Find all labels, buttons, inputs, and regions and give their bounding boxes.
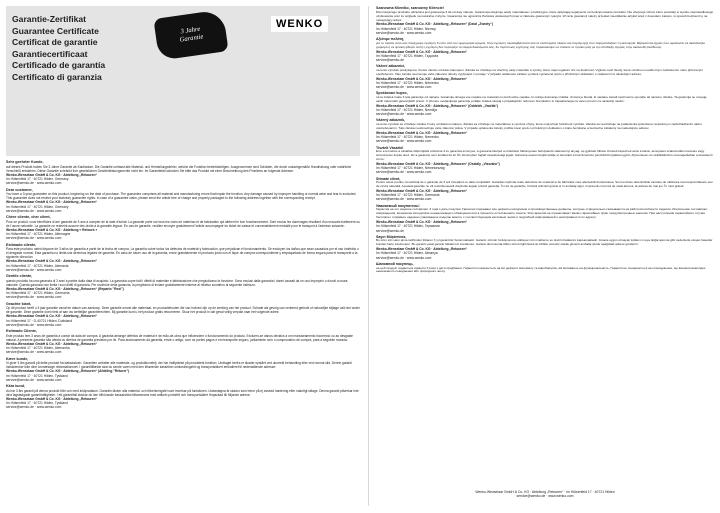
section-body: Vi giver 3 års garanti på dette produkt fra købsdatoen. Garantien omfatter alle materiale- og produktionsfejl, der har indflydelse på produktets funktion. Undtaget herfra er skader opstået ved ukorrekt behandling eller ved normal slid. Denne garanti indskrænker ikke dine lovmæssige reklamationsret. I garantitilfælde skal du sende varen med den tilhørende kassebon omkostningsfrit og transportsikkert emballeret til nedenstående adresse: <box>6 361 352 370</box>
address-company: Wenko-Wenselaar GmbH & Co. KG · Abteilung „Retouren“ <box>376 247 468 252</box>
address-line: service@wenko.de · www.wenko.com <box>6 236 62 241</box>
badge-line-1: 3 Jahre <box>180 25 201 36</box>
section-body: Pentru acest produs, beneficiați de o garanție de 3 ani începând cu data cumpărării. Garanția cuprinde toate defectele de material și de fabricație care afectează funcționarea. Sunt excluse deteriorările cauzate de utilizarea necorespunzătoare sau de uzura naturală. Această garanție nu vă restricționează drepturile legale privind garanția. În caz de garanție, trimiteți articolul gratuit și în ambalaj sigur, împreună cu bonul de casă aferent, la adresa de mai jos. În mod gratuit: <box>376 180 713 189</box>
badge-text <box>178 25 204 44</box>
section-greeting: Szanowna Klientko, szanowny Kliencie! <box>376 6 444 10</box>
address-company: Wenko-Wenselaar GmbH & Co. KG · Abteilung „Retouren“ <box>376 49 468 54</box>
section-body: You have a 3-year guarantee on this product, beginning on the date of purchase. The guarantee comprises all material and manufacturing errors that impair the function. Any damage caused by improper handling or normal wear and tear is excluded. This guarantee does not restrict your statutory guarantee rights. In case of a guarantee claim, please send the article free of charge and properly packaged to the following address together with the corresponding receipt. <box>6 192 357 201</box>
certificate-header <box>6 6 360 156</box>
address-line: service@wenko.de · www.wenko.com <box>6 350 62 355</box>
address-company: Wenko-Wenselaar GmbH & Co. KG · Abteilung „Retouren“ <box>376 76 468 81</box>
section-greeting: Dear customer, <box>6 187 33 192</box>
guarantee-section <box>376 37 714 62</box>
section-body: auf dieses Produkt haben Sie 3 Jahre Garantie ab Kaufdatum. Die Garantie umfasst alle Material- und Herstellungsfehler, welche die Funktion beeinträchtigen. Ausgenommen sind Schäden, die durch unsachgemäße Handhabung oder natürliche Verschleiß entstehen. Diese Garantie schränkt Ihre gesetzlichen Gewährleistungsrechte nicht ein. Im Garantiefall schicken Sie bitte das Produkt mit einer Beschreibung des Problems an folgende Adresse: <box>6 164 352 173</box>
address-line: Im Hülsenfeld 17 · 40721 Hilden, Γερμανία <box>376 53 439 58</box>
section-greeting: Estimado Cliente, <box>6 329 37 334</box>
return-address <box>6 314 360 327</box>
section-greeting: Vážený zákazník, <box>376 118 406 123</box>
section-body: na tento výrobok sa vzťahuje záruka 3 roky od dátumu nákupu. Záruka sa vzťahuje na materiálové a výrobné chyby, ktoré ovplyvňujú funkčnosť výrobku. Záruka sa nevzťahuje na poškodenia spôsobené nesprávnym zaobchádzaním alebo opotrebovaním. Táto záruka neobmedzuje vaše zákonné práva. V prípade uplatnenia záruky, pošlite tovar spolu s príslušným dokladom o kúpe bezplatne a bezpečne zabalený na nasledujúcu adresu: <box>376 122 702 131</box>
section-greeting: Уважаемый покупатель! <box>376 203 420 208</box>
footer <box>376 490 714 499</box>
section-greeting: Шановний покупець, <box>376 261 414 266</box>
section-greeting: Chère cliente, cher client, <box>6 215 51 219</box>
return-address <box>6 342 360 355</box>
address-line: Im Hülsenfeld 17 · 40721 Hilden, Germania <box>376 193 440 198</box>
guarantee-section <box>6 357 360 383</box>
section-body: questo prodotto ha una garanzia di 3 anni a partire dalla data di acquisto. La garanzia copre tutti i difetti di materiale e fabbricazione che pregiudicano la funzione. Sono esclusi dalla garanzia i danni causati da un uso improprio o dovuti a usura naturale. Questa garanzia non limita i suoi diritti di garanzia. Per usufruire della garanzia, la preghiamo di inviare gratuitamente insieme al relativo scontrino al seguente indirizzo: <box>6 278 348 287</box>
section-body: na ta izdelek imate 3 leta garancije od nakupa. Garancija obsega vse napake na materialu in proizvodne napake, ki ovirajo delovanje izdelka. Izvzeta je škoda, ki nastane zaradi neprimerne uporabe ali naravne obrabe. Ta garancija ne omejuje vaših zakonskih garancijskih pravic. V primeru uveljavljanja garancije pošljite izdelek skupaj s pripadajočim računom brezplačno in zapakiranega na varen prevoz na naslednji naslov: <box>376 94 707 103</box>
footer-address: Wenko-Wenselaar GmbH & Co. KG · Abteilung „Retouren“ · Im Hülsenfeld 17 · 40721 Hilden <box>475 490 615 494</box>
guarantee-section <box>6 215 360 241</box>
address-line: service@wenko.de · www.wenko.com <box>376 255 432 260</box>
section-greeting: Stimate client, <box>376 176 401 181</box>
address-line: service@wenko.de · www.wenko.com <box>6 405 62 410</box>
return-address <box>6 173 360 186</box>
address-line: service@wenko.de · www.wenko.com <box>6 377 62 382</box>
guarantee-badge <box>153 9 228 60</box>
return-address <box>376 22 714 35</box>
return-address <box>376 131 714 144</box>
return-address <box>6 259 360 272</box>
return-address <box>376 220 714 233</box>
return-address <box>376 189 714 202</box>
section-body: Гарантия на это изделие составляет 3 года с даты покупки. Гарантия покрывает все дефекты материала и производственные дефекты, которые отрицательно сказываются на работоспособности изделия. Исключение составляют повреждения, возникшие вследствие ненадлежащего обращения или в процессе естественного износа. Эта гарантия не ограничивает ваших гарантийных прав, предусмотренных законом. При наступлении гарантийного случая бесплатно отправьте надежно упакованное изделие вместе с соответствующим кассовым чеком и подробной информацией о неисправности по адресу: <box>376 207 708 220</box>
address-line: Im Hülsenfeld 17 · 40721 Hilden, Tyskland <box>6 401 68 406</box>
section-greeting: Αξιότιμε πελάτη, <box>376 37 405 42</box>
return-address <box>376 50 714 63</box>
guarantee-section <box>376 91 714 116</box>
section-body: на цей продукт надається гарантія 3 роки з дати придбання. Гарантія поширюється на всі дефекти матеріалу та виробництва, які впливають на функціональність. Гарантія не поширюється на пошкодження, що виникли внаслідок неналежного поводження або природного зносу. <box>376 265 706 274</box>
guarantee-section <box>376 262 714 275</box>
guarantee-section <box>376 118 714 143</box>
guarantee-section <box>6 384 360 410</box>
section-body: Para este producto usted dispone de 3 años de garantía a partir de la fecha de compra. La garantía cubre todos los defectos de material y fabricación, que perjudican el funcionamiento. Se excluyen los daños que sean causados por el uso indebido o el desgaste normal. Esta garantía no limita sus derechos legales de garantía. En caso de hacer uso de la garantía, envíe gratuitamente el producto junto con el tique de compra correspondiente y empaquetado de forma segura para el transporte a la siguiente dirección: <box>6 247 359 260</box>
address-line: service@wenko.de · www.wenko.com <box>376 170 432 175</box>
section-greeting: Kära kund, <box>6 384 26 389</box>
section-body: Dla niniejszego produktu udzielona jest gwarancja 3 lat od daty zakupu. Gwarancja obejmuje wady materiałowe i produkcyjne, które wpływają negatywnie na funkcjonowanie produktu. Nie obejmuje szkód, które powstały w wyniku nieprawidłowego użytkowania oraz ze względu na naturalne zużycie. Gwarancja nie ogranicza Państwa ustawowych praw w zakresie gwarancji i rękojmi. W razie gwarancji należy przesłać nieodpłatnie artykuł wraz z dowodem zakupu, w sposób bezpieczny na następujący adres: <box>376 9 714 22</box>
guarantee-section <box>6 274 360 300</box>
return-address <box>6 287 360 300</box>
guarantee-section <box>6 188 360 214</box>
address-company: Wenko-Wenselaar GmbH & Co. KG · Abteilung „Retouren“ <box>6 396 98 401</box>
address-line: Im Hülsenfeld 17 · 40721 Hilden, Tyskland <box>6 373 68 378</box>
address-line: service@wenko.de · www.wenko.com <box>6 267 62 272</box>
section-greeting: Kære kunde, <box>6 356 29 361</box>
guarantee-section <box>6 160 360 186</box>
title-it: Certificato di garanzia <box>12 71 102 82</box>
return-address <box>6 397 360 410</box>
address-line: Im Hülsenfeld 17 · 40721 Hilden, Nemčija <box>376 108 437 112</box>
section-greeting: Spoštovani kupec, <box>376 91 408 96</box>
address-line: service@wenko.de · www.wenko.com <box>6 208 62 213</box>
address-company: Wenko-Wenselaar GmbH & Co. KG · Abteilung „Retouren“ <box>376 189 468 194</box>
address-company: Wenko-Wenselaar GmbH & Co. KG · Abteilung „Retouren“ (Oddelek „Vračila“) <box>376 103 499 108</box>
address-company: Wenko-Wenselaar GmbH & Co. KG · Abteilung „Retouren“ <box>6 172 98 177</box>
section-body: Pour ce produit, vous bénéficiez d'une garantie de 3 ans à compter de la date d'achat. La garantie porte sur tous les vices de matériau et de fabrication qui altèrent le bon fonctionnement. Sont exclus les dommages résultant d'un mauvais traitement ou de l'usure naturelle. La garantie ne restreint aucune des droits à la garantie légaux. En cas de garantie, veuillez envoyer gratuitement l'article accompagné du ticket de caisse et convenablement emballé pour le transport à l'adresse suivante : <box>6 219 360 228</box>
section-body: Op dit product heeft u 3 jaar garantie vanaf de datum van aankoop. Deze garantie omvat alle materiaal- en productiefouten die van invloed zijn op de werking van het product. Schade als gevolg van verkeerd gebruik of natuurlijke slijtage valt niet onder de garantie. Deze garantie doet niets af aan uw wettelijke garantierechten. Bij garantie kunt u het product gratis retourneren. Stuur het product in dat geval veilig verpakt naar het volgende adres: <box>6 306 360 315</box>
address-line: service@wenko.de · www.wenko.com <box>376 30 432 35</box>
address-line: service@wenko.de <box>376 57 404 62</box>
guarantee-section <box>376 235 714 260</box>
address-line: service@wenko.de · www.wenko.com <box>6 322 62 327</box>
footer-contact: service@wenko.de · www.wenko.com <box>516 494 574 499</box>
guarantee-section <box>6 329 360 355</box>
address-company: Wenko-Wenselaar GmbH & Co. KG · Abteilung „Retouren“ <box>6 314 98 319</box>
return-address <box>6 200 360 213</box>
address-line: service@wenko.de · www.wenko.com <box>6 181 62 186</box>
guarantee-section <box>376 146 714 175</box>
address-line: Im Hülsenfeld 17 · 40721 Hilden, Německo <box>376 80 439 85</box>
section-greeting: Tisztelt Vásárló! <box>376 145 404 150</box>
address-line: service@wenko.de <box>376 228 404 233</box>
column-divider <box>368 6 369 506</box>
address-company: Wenko-Wenselaar GmbH & Co. KG · Abteilung „Retouren“ <box>6 200 98 205</box>
section-body: na tento výrobek poskytujeme 3 letou záruku od data zakoupení. Záruka se vztahuje na všechny vady materiálu a výroby, které mají negativní vliv na funkčnost. Výjimku tvoří škody, které vzniknou neodborným zacházením nebo přirozeným opotřebením. Tato záruka neomezuje vaše zákonné nároky vyplývající z prodeje. V případě reklamace zašlete výrobek vyplaceně spolu s příslušným dokladem o zaplacení na následující adresu: <box>376 67 704 76</box>
left-sections <box>6 160 360 410</box>
address-company: Wenko-Wenselaar GmbH & Co. KG · Abteilung „Retouren“ <box>6 341 98 346</box>
address-company: Wenko-Wenselaar GmbH & Co. KG · Abteilung „Retouren“ <box>376 130 468 135</box>
title-nl: Garantiecertificaat <box>12 48 88 59</box>
section-body: Bu ürün için satın alma tarihinden itibaren 3 yıl garantiniz bulunmaktadır. Garanti, ürünün fonksiyonunu etkileyen tüm malzeme ve üretim hatalarını kapsamaktadır. Amaca uygun olmayan kullanım veya doğal aşınma gibi nedenlerle oluşan hasarlar bundan hariç tutulmuştur. Bu garanti yasal garanti haklarınızı kısıtlamaz. Garanti durumunda lütfen ürünü ilgili fatura ile birlikte ücretsiz olarak güvenli ambalaj içinde aşağıdaki adrese gönderin: <box>376 238 713 247</box>
section-greeting: Vážení zákazníci, <box>376 64 406 69</box>
address-line: Im Hülsenfeld 17 · 40721 Hilden, Allemagne <box>6 232 71 237</box>
title-fr: Certificat de garantie <box>12 37 98 47</box>
address-line: Im Hülsenfeld 17 · 40721 Hilden, Germany <box>6 204 69 209</box>
address-company: Wenko-Wenselaar GmbH & Co. KG · Abteilung „Retouren“ (Osztály „Visszáru“) <box>376 161 500 166</box>
left-column <box>6 6 360 412</box>
section-greeting: Sehr geehrter Kunde, <box>6 160 44 164</box>
address-line: service@wenko.de · www.wenko.com <box>376 139 432 144</box>
address-line: Im Hülsenfeld 17 · 40721 Hilden, Germania <box>6 291 70 296</box>
return-address <box>376 162 714 175</box>
address-line: service@wenko.de · www.wenko.com <box>376 197 432 202</box>
address-company: Wenko-Wenselaar GmbH & Co. KG · Abteilung „Retouren“ (Reparto "Resi") <box>6 286 124 291</box>
address-line: service@wenko.de · www.wenko.com <box>6 295 62 300</box>
address-line: Im Hülsenfeld 17 · 40721 Hilden, Niemcy <box>376 26 436 31</box>
address-line: Im Hülsenfeld 17 · 40721 Hilden, Alemanha <box>6 346 70 351</box>
guarantee-section <box>376 64 714 89</box>
wenko-logo: WENKO <box>271 16 328 32</box>
address-line: service@wenko.de · www.wenko.com <box>376 112 432 117</box>
address-line: Im Hülsenfeld 17 · 40721 Hilden, Alemania <box>6 263 69 268</box>
section-body: du har 3 års garanti på denna produkt från och med inköpsdatum. Garantin täcker alla material- och tillverkningsfel som inverkar på funktionen. Undantagna är skador som beror på ej avsedd hantering eller naturligt slitage. Denna garanti påverkar inte dina lagstadgade garantirättigheter. I ett garantifall skickar du den tillhörande kassakvittot tillsammans med artikeln portofritt och transportsäkert förpackad till följande adress: <box>6 388 359 397</box>
section-greeting: Geachte klant, <box>6 301 32 306</box>
guarantee-section <box>376 204 714 233</box>
address-company: Wenko-Wenselaar GmbH & Co. KG · Abteilung „Retouren“ (Dział „Zwroty“) <box>376 22 493 27</box>
return-address <box>376 104 714 117</box>
address-company: Wenko-Wenselaar GmbH & Co. KG · Abteilung „Retouren“ <box>6 259 98 264</box>
section-body: Este produto tem 3 anos de garantia a contar da data de compra. A garantia abrange defeitos de material e de mão-de-obra que influenciem o funcionamento do produto. Excluem-se danos devidos a um manuseamento incorrecto ou ao desgaste natural. A presente garantia não afecta os direitos de garantia previstos por lei. Para accionamento da garantia, envie o artigo, com os portes pagos e em transporte seguro, juntamente com o comprovativo de compra, para a seguinte morada: <box>6 333 353 342</box>
section-greeting: Estimado cliente, <box>6 242 37 247</box>
return-address <box>6 369 360 382</box>
section-body: Erre a termékre a vásárlás időpontjától számítva 3 év garancia érvényes. A garancia kiterjed a működést hátrányosan befolyásoló valamennyi anyag- és gyártási hibára. Kivételt képeznek azok a károk, amelyeket szakszerűtlen kezelés vagy természetes kopás okoz. Ez a garancia nem korlátozza az Ön törvényben foglalt szavatossági jogait. Garancia esetén kérjük küldje el termékét a hozzá tartozó pénztárbizonylattal együtt, díjmentesen és szállításbiztos csomagolásban a következő címre: <box>376 149 713 162</box>
address-company: Wenko-Wenselaar GmbH & Co. KG · Abteilung « Retours » <box>6 227 98 232</box>
address-line: Im Hülsenfeld 17 · 40721 Hilden, Almanya <box>376 251 438 256</box>
certificate-titles <box>12 14 105 83</box>
address-line: Im Hülsenfeld 17 · 40721 Hilden, Germany <box>6 177 69 182</box>
badge-line-2: Garantie <box>179 33 204 44</box>
section-greeting: Gentile cliente, <box>6 274 33 279</box>
guarantee-section <box>376 6 714 35</box>
guarantee-section <box>376 177 714 202</box>
guarantee-section <box>6 243 360 273</box>
right-column <box>376 6 714 276</box>
return-address <box>376 77 714 90</box>
return-address <box>6 228 360 241</box>
address-line: Im Hülsenfeld 17 · D-40721 Hilden, Duitsland <box>6 318 73 323</box>
address-line: Im Hülsenfeld 17 · 40721 Hilden, Nemecko <box>376 135 439 140</box>
address-line: Im Hülsenfeld 17 · 40721 Hilden, Németország <box>376 166 445 171</box>
address-company: Wenko-Wenselaar GmbH & Co. KG · Abteilung „Retouren“ (Afdeling "Returer") <box>6 369 130 374</box>
address-line: Im Hülsenfeld 17 · 40721 Hilden, Германия <box>376 224 440 229</box>
address-line: service@wenko.de · www.wenko.com <box>376 85 432 90</box>
section-greeting: Sayın Müşterimiz, <box>376 234 407 239</box>
title-en: Guarantee Certificate <box>12 25 99 36</box>
guarantee-section <box>6 302 360 328</box>
address-company: Wenko-Wenselaar GmbH & Co. KG · Abteilung „Retouren“ <box>376 220 468 225</box>
section-body: για το προϊόν αυτό σας παρέχουμε εγγύηση 3 ετών από την ημερομηνία αγοράς. Στην εγγύηση περιλαμβάνονται όλα τα ελαττώματα υλικών και παραγωγής που παρεμποδίζουν τη λειτουργία. Εξαιρούνται ζημιές που οφείλονται σε ακατάλληλο χειρισμό ή σε φυσική φθορά. Αυτή η εγγύηση δεν περιορίζει τα νόμιμα δικαιώματά σας. Σε περίπτωση εγγύησης σας παρακαλούμε να στείλετε το προϊόν μαζί με την απόδειξη αγοράς στην ακόλουθη διεύθυνση: <box>376 40 706 49</box>
return-address <box>376 247 714 260</box>
title-es: Certificado de garantía <box>12 60 106 70</box>
title-de: Garantie-Zertifikat <box>12 14 87 24</box>
